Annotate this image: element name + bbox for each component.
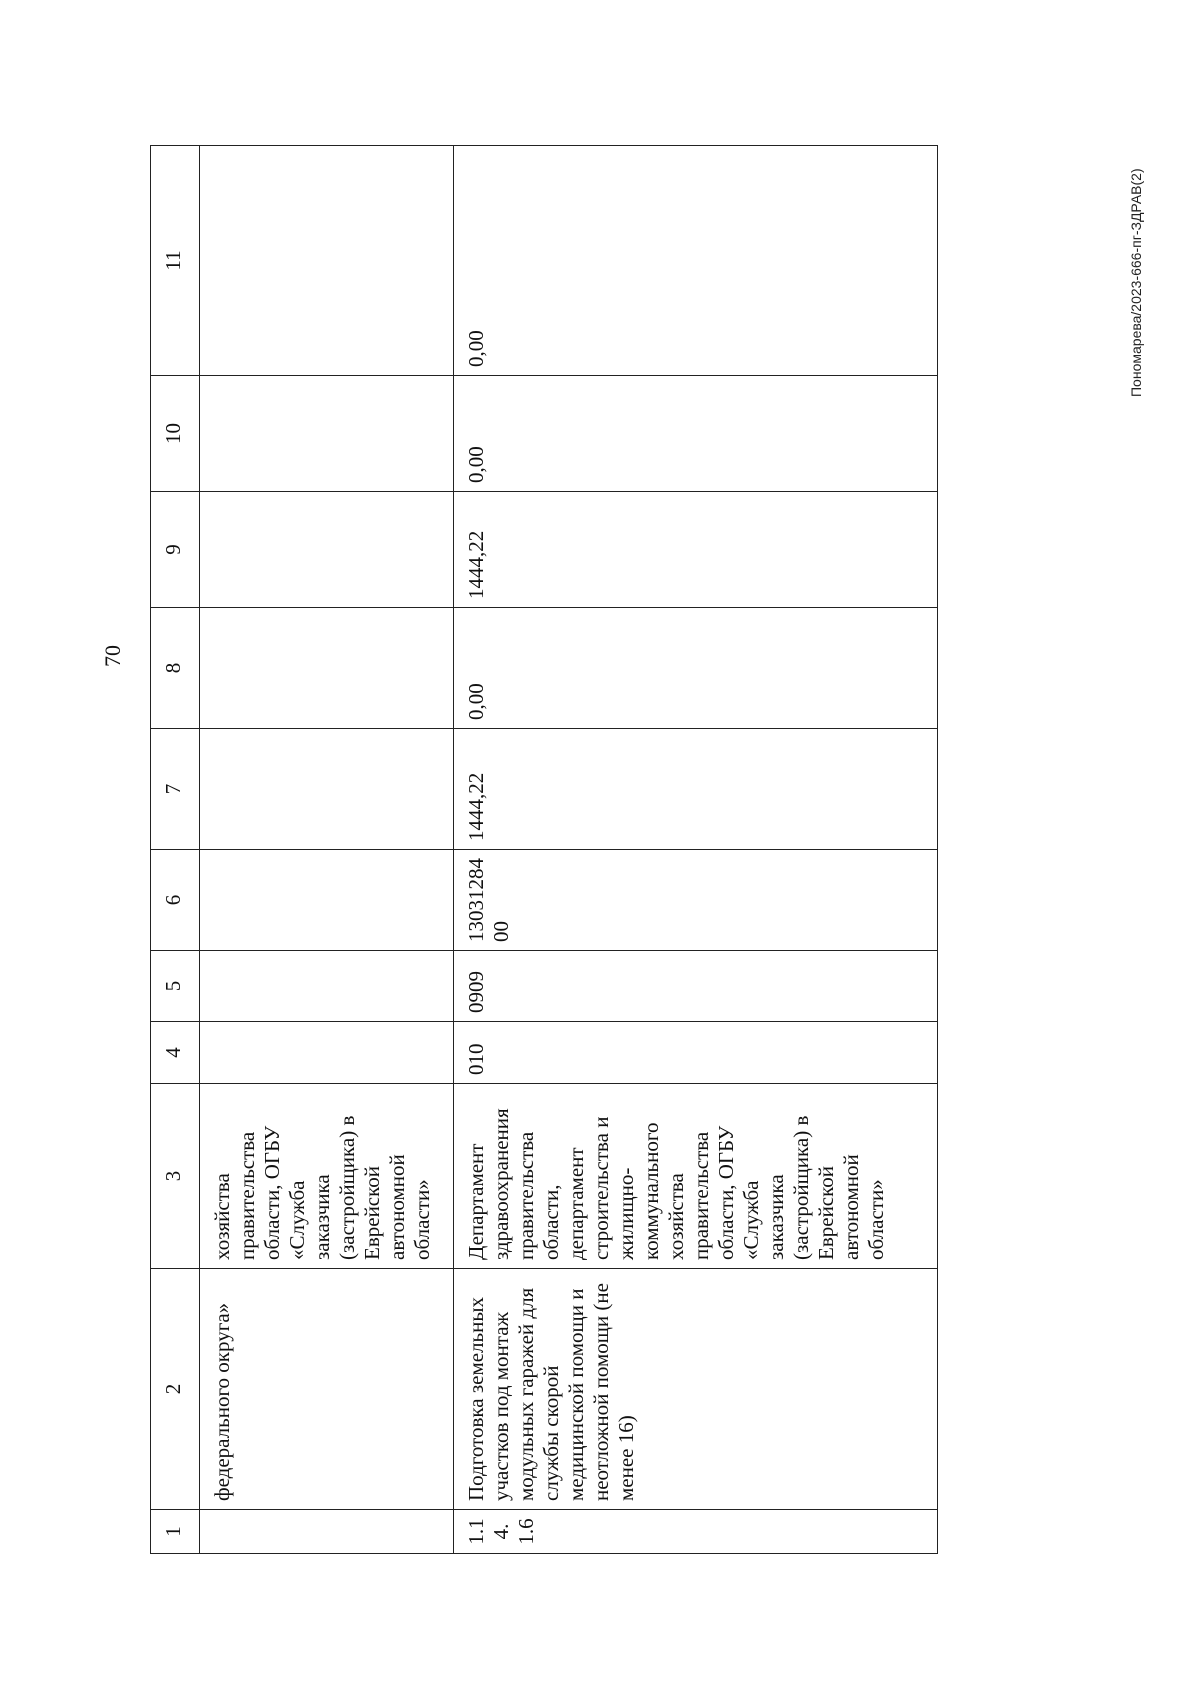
header-cell: 8 <box>151 608 200 729</box>
header-cell: 10 <box>151 376 200 492</box>
cell-value-9: 1444,22 <box>454 492 938 608</box>
cell-value-8: 0,00 <box>454 608 938 729</box>
cell-value-7: 1444,22 <box>454 729 938 850</box>
header-cell: 3 <box>151 1084 200 1269</box>
cell-executor: Департамент здравоохранения правительства области, департамент строительства и жилищно-коммунального хозяйства правительства области, ОГБУ «Служба заказчика (застройщика) в Еврейской автономной области» <box>454 1084 938 1269</box>
header-cell: 9 <box>151 492 200 608</box>
cell-code-4 <box>200 1022 454 1084</box>
cell-value-9 <box>200 492 454 608</box>
cell-code-4: 010 <box>454 1022 938 1084</box>
table-row <box>200 146 454 1554</box>
table-header-row <box>151 146 200 1554</box>
cell-code-5 <box>200 951 454 1022</box>
header-cell: 11 <box>151 146 200 376</box>
header-cell: 6 <box>151 850 200 951</box>
header-cell: 7 <box>151 729 200 850</box>
document-tag: Пономарева/2023-666-пг-ЗДРАВ(2) <box>1128 168 1144 397</box>
cell-executor: хозяйства правительства области, ОГБУ «Служба заказчика (застройщика) в Еврейской автономной области» <box>200 1084 454 1269</box>
cell-value-10 <box>200 376 454 492</box>
cell-value-11 <box>200 146 454 376</box>
table-row <box>454 146 938 1554</box>
header-cell: 4 <box>151 1022 200 1084</box>
cell-value-11: 0,00 <box>454 146 938 376</box>
cell-index: 1.14.1.6 <box>454 1510 938 1554</box>
header-cell: 5 <box>151 951 200 1022</box>
budget-table <box>150 145 938 1554</box>
cell-value-7 <box>200 729 454 850</box>
cell-value-10: 0,00 <box>454 376 938 492</box>
cell-activity: Подготовка земельных участков под монтаж модульных гаражей для службы скорой медицинской помощи и неотложной помощи (не менее 16) <box>454 1269 938 1510</box>
cell-code-6 <box>200 850 454 951</box>
cell-code-5: 0909 <box>454 951 938 1022</box>
cell-activity: федерального округа» <box>200 1269 454 1510</box>
cell-value-8 <box>200 608 454 729</box>
cell-index <box>200 1510 454 1554</box>
page-number: 70 <box>100 645 125 667</box>
cell-code-6: 1303128400 <box>454 850 938 951</box>
header-cell: 1 <box>151 1510 200 1554</box>
header-cell: 2 <box>151 1269 200 1510</box>
